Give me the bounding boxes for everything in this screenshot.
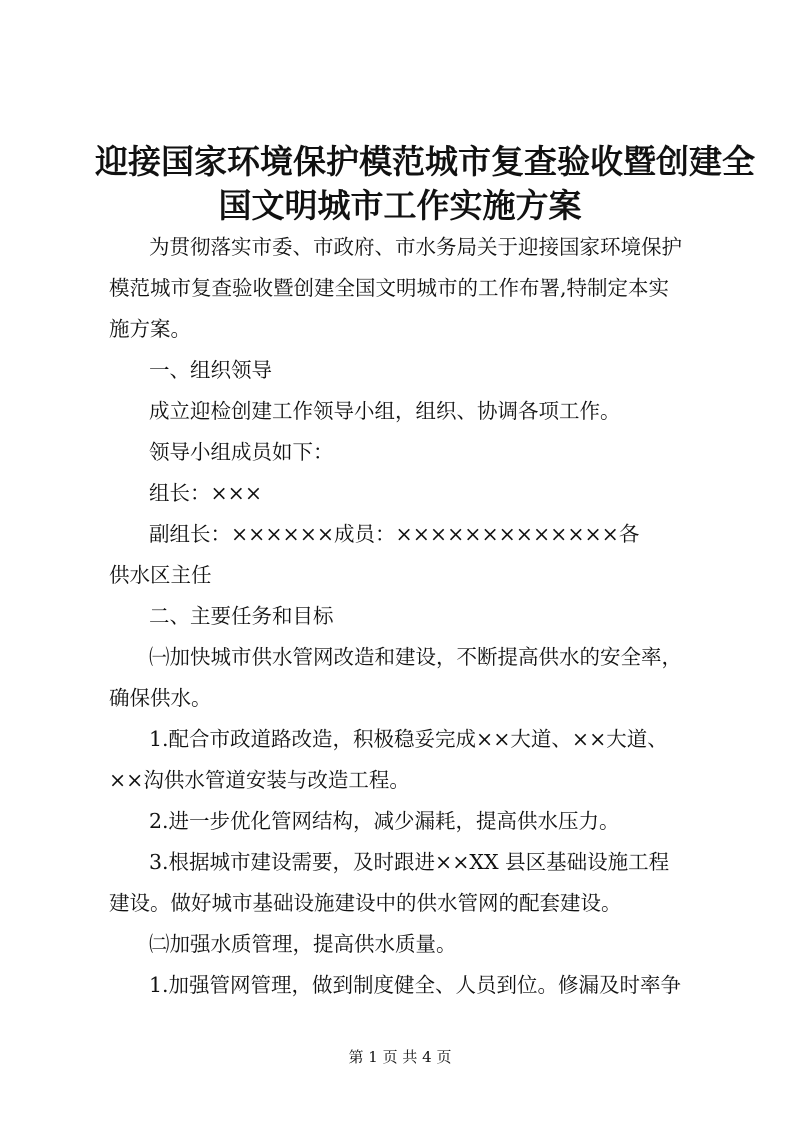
section-2-heading: 二、主要任务和目标 [149,604,334,628]
intro-line-1: 为贯彻落实市委、市政府、市水务局关于迎接国家环境保护 [149,235,682,259]
page-footer: 第 1 页 共 4 页 [348,1048,452,1066]
item-a3-line-2: 建设。做好城市基础设施建设中的供水管网的配套建设。 [109,891,622,915]
item-a1-line-2: ××沟供水管道安装与改造工程。 [109,768,410,792]
intro-line-2: 模范城市复查验收暨创建全国文明城市的工作布署,特制定本实 [109,276,670,300]
document-body [109,227,719,1006]
deputy-leader-line-2: 供水区主任 [109,563,212,587]
item-a-line-1: ㈠加快城市供水管网改造和建设，不断提高供水的安全率， [149,645,682,669]
item-a3-line-1: 3.根据城市建设需要，及时跟进××XX 县区基础设施工程 [149,850,670,874]
document-title-line-2: 国文明城市工作实施方案 [218,186,582,225]
item-b1: 1.加强管网管理，做到制度健全、人员到位。修漏及时率争 [149,973,682,997]
deputy-leader-line-1: 副组长：××××××成员：×××××××××××××各 [149,522,640,546]
item-b: ㈡加强水质管理，提高供水质量。 [149,932,457,956]
item-a2: 2.进一步优化管网结构，减少漏耗，提高供水压力。 [149,809,620,833]
item-a-line-2: 确保供水。 [109,686,212,710]
section-1-paragraph-2: 领导小组成员如下： [149,440,334,464]
group-leader-line: 组长：××× [149,481,263,505]
section-1-paragraph-1: 成立迎检创建工作领导小组，组织、协调各项工作。 [149,399,621,423]
item-a1-line-1: 1.配合市政道路改造，积极稳妥完成××大道、××大道、 [149,727,668,751]
section-1-heading: 一、组织领导 [149,358,272,382]
intro-line-3: 施方案。 [109,317,191,341]
document-title-line-1: 迎接国家环境保护模范城市复查验收暨创建全 [95,142,755,181]
